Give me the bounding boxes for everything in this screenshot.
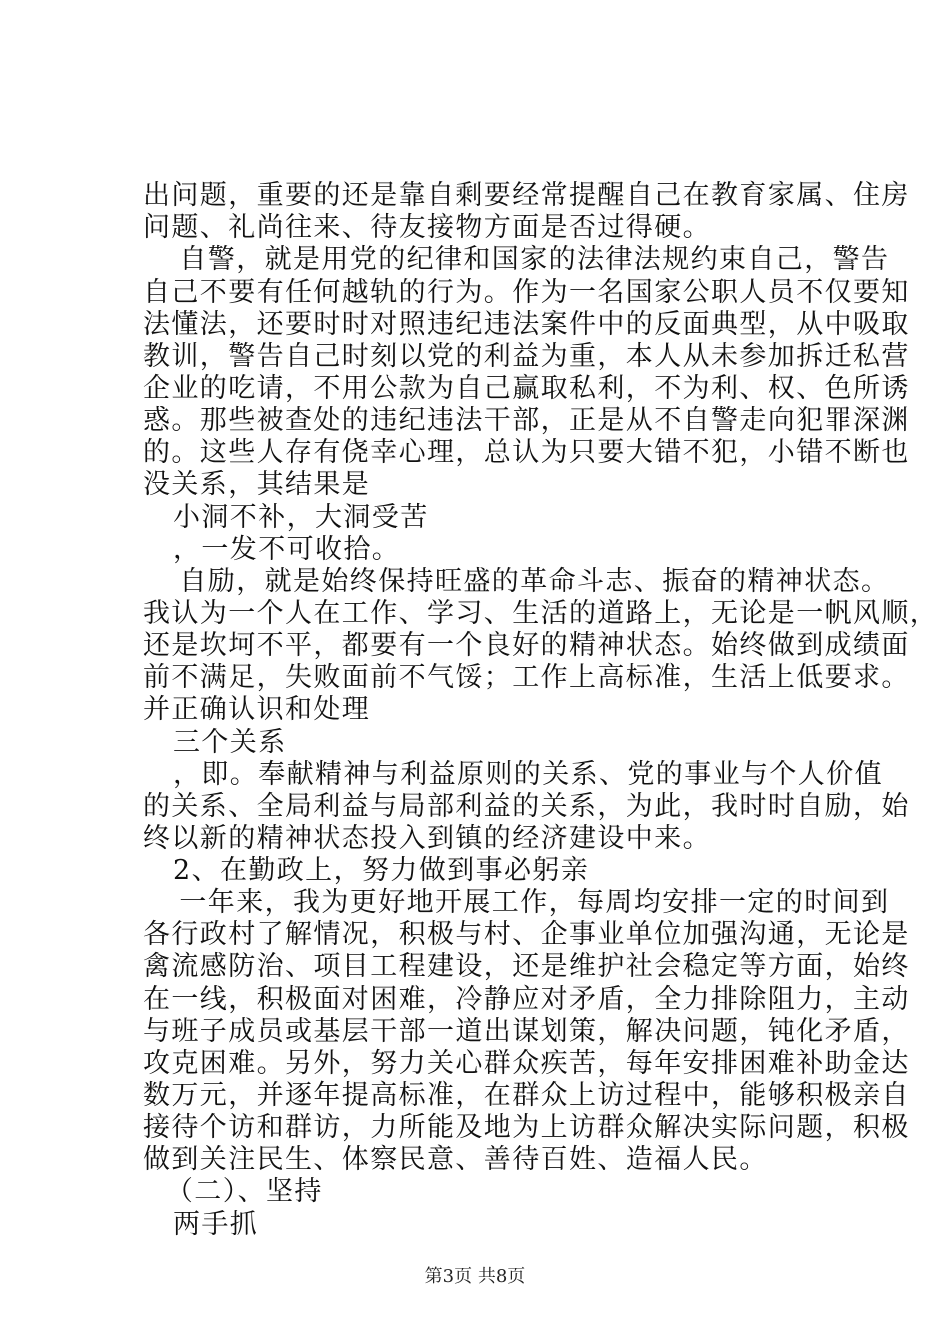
- section-heading: 2、在勤政上，努力做到事必躬亲: [173, 855, 590, 886]
- text-line: 教训，警告自己时刻以党的利益为重，本人从未参加拆迁私营: [143, 341, 910, 372]
- text-line: 还是坎坷不平，都要有一个良好的精神状态。始终做到成绩面: [143, 630, 910, 661]
- text-line: 自励，就是始终保持旺盛的革命斗志、振奋的精神状态。: [151, 566, 890, 597]
- text-line: 惑。那些被查处的违纪违法干部，正是从不自警走向犯罪深渊: [143, 405, 910, 436]
- text-line: 自己不要有任何越轨的行为。作为一名国家公职人员不仅要知: [143, 277, 910, 308]
- text-line: 出问题，重要的还是靠自剩要经常提醒自己在教育家属、住房: [143, 180, 910, 211]
- text-line: 一年来，我为更好地开展工作，每周均安排一定的时间到: [151, 887, 890, 918]
- text-line: 的。这些人存有侥幸心理，总认为只要大错不犯，小错不断也: [143, 437, 910, 468]
- text-line: 小洞不补，大洞受苦: [173, 502, 429, 533]
- text-line: 的关系、全局利益与局部利益的关系，为此，我时时自励，始: [143, 791, 910, 822]
- text-line: 数万元，并逐年提高标准，在群众上访过程中，能够积极亲自: [143, 1080, 910, 1111]
- text-line: 没关系，其结果是: [143, 469, 371, 500]
- text-line: 自警，就是用党的纪律和国家的法律法规约束自己，警告: [151, 244, 890, 275]
- page-number: 第3页 共8页: [424, 1266, 526, 1287]
- section-heading: （二）、坚持: [151, 1176, 323, 1207]
- text-line: ，一发不可收拾。: [173, 534, 401, 565]
- text-line: 我认为一个人在工作、学习、生活的道路上，无论是一帆风顺，: [143, 598, 939, 629]
- text-line: 三个关系: [173, 727, 287, 758]
- text-line: 与班子成员或基层干部一道出谋划策，解决问题，钝化矛盾，: [143, 1016, 910, 1047]
- text-line: 在一线，积极面对困难，冷静应对矛盾，全力排除阻力，主动: [143, 984, 910, 1015]
- text-line: ，即。奉献精神与利益原则的关系、党的事业与个人价值: [173, 759, 883, 790]
- text-line: 并正确认识和处理: [143, 694, 371, 725]
- text-line: 各行政村了解情况，积极与村、企事业单位加强沟通，无论是: [143, 919, 910, 950]
- text-line: 问题、礼尚往来、待友接物方面是否过得硬。: [143, 212, 711, 243]
- text-line: 企业的吃请，不用公款为自己赢取私利，不为利、权、色所诱: [143, 373, 910, 404]
- text-line: 做到关注民生、体察民意、善待百姓、造福人民。: [143, 1144, 768, 1175]
- text-line: 接待个访和群访，力所能及地为上访群众解决实际问题，积极: [143, 1112, 910, 1143]
- text-line: 禽流感防治、项目工程建设，还是维护社会稳定等方面，始终: [143, 951, 910, 982]
- text-line: 法懂法，还要时时对照违纪违法案件中的反面典型，从中吸取: [143, 309, 910, 340]
- text-line: 前不满足，失败面前不气馁；工作上高标准，生活上低要求。: [143, 662, 910, 693]
- text-line: 两手抓: [173, 1209, 259, 1240]
- text-line: 攻克困难。另外，努力关心群众疾苦，每年安排困难补助金达: [143, 1048, 910, 1079]
- text-line: 终以新的精神状态投入到镇的经济建设中来。: [143, 823, 711, 854]
